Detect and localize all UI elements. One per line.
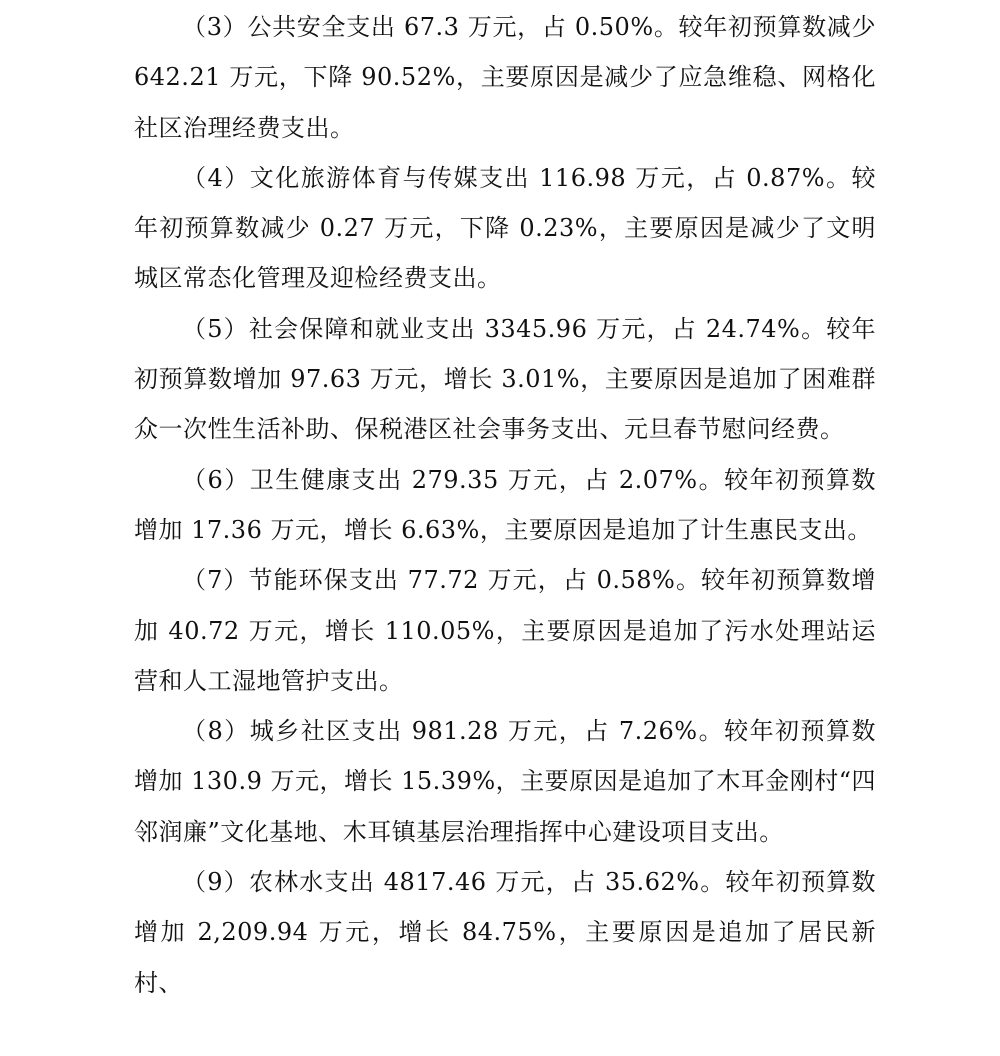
paragraph-social-security: （5）社会保障和就业支出 3345.96 万元，占 24.74%。较年初预算数增加 97.63 万元，增长 3.01%，主要原因是追加了困难群众一次性生活补助、保税港区社会事务支出、元旦春节慰问经费。 — [134, 314, 876, 444]
paragraph-urban-rural: （8）城乡社区支出 981.28 万元，占 7.26%。较年初预算数增加 130.9 万元，增长 15.39%，主要原因是追加了木耳金刚村“四邻润廉”文化基地、木耳镇基层治理指挥中心建设项目支出。 — [134, 717, 876, 846]
paragraph-culture-tourism: （4）文化旅游体育与传媒支出 116.98 万元，占 0.87%。较年初预算数减少 0.27 万元，下降 0.23%，主要原因是减少了文明城区常态化管理及迎检经费支出。 — [134, 163, 876, 293]
paragraph-agriculture: （9）农林水支出 4817.46 万元，占 35.62%。较年初预算数增加 2,209.94 万元，增长 84.75%，主要原因是追加了居民新村、 — [134, 868, 876, 997]
paragraph-environment: （7）节能环保支出 77.72 万元，占 0.58%。较年初预算数增加 40.72 万元，增长 110.05%，主要原因是追加了污水处理站运营和人工湿地管护支出。 — [134, 566, 876, 695]
paragraph-public-security: （3）公共安全支出 67.3 万元，占 0.50%。较年初预算数减少 642.21 万元，下降 90.52%，主要原因是减少了应急维稳、网格化社区治理经费支出。 — [134, 13, 876, 142]
document-page — [134, 2, 876, 1008]
paragraph-health: （6）卫生健康支出 279.35 万元，占 2.07%。较年初预算数增加 17.36 万元，增长 6.63%，主要原因是追加了计生惠民支出。 — [134, 465, 876, 544]
